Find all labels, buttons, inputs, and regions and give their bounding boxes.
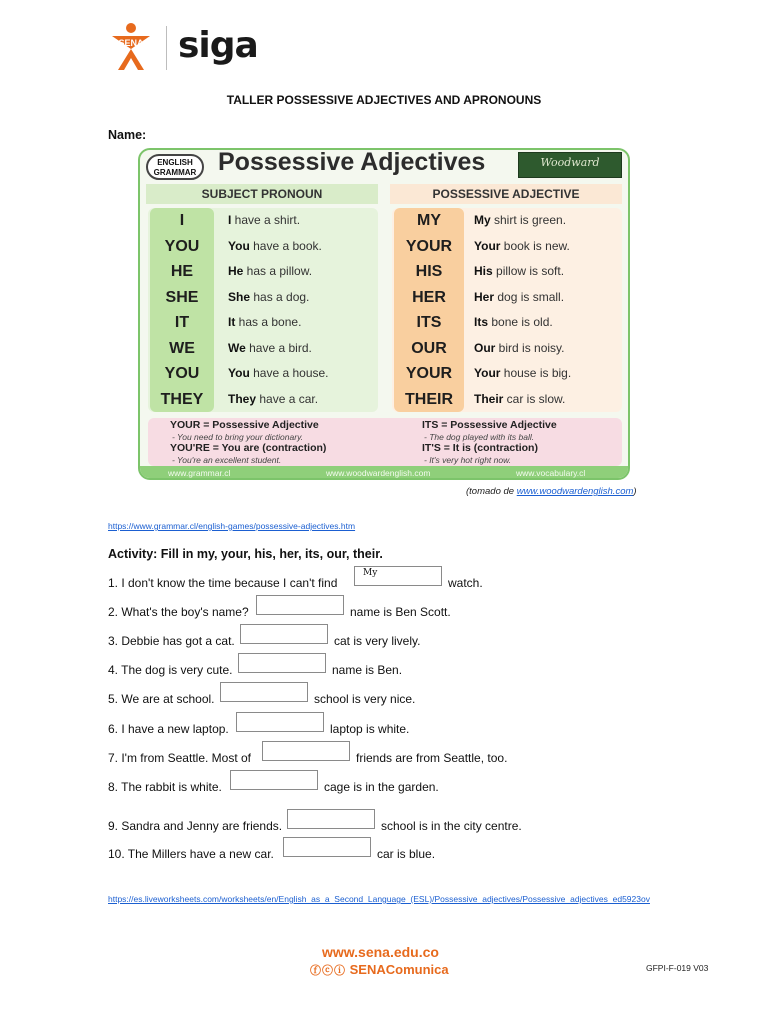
social-handle xyxy=(310,962,449,978)
adjective-sentence-rest: bone is old. xyxy=(488,315,553,329)
question-continuation: car is blue. xyxy=(377,847,436,861)
infographic-title: Possessive Adjectives xyxy=(218,148,486,176)
subject-row xyxy=(150,387,378,413)
answer-field[interactable] xyxy=(236,712,324,732)
subject-pronoun-header: SUBJECT PRONOUN xyxy=(146,184,378,204)
subject-row xyxy=(150,310,378,336)
adjective-sentence xyxy=(464,234,570,260)
sena-logo-text: SENA xyxy=(118,38,144,48)
subject-sentence xyxy=(214,310,301,336)
subject-sentence-bold: I xyxy=(228,213,232,227)
subject-sentence-rest: have a bird. xyxy=(245,340,312,355)
footer-url-grammar: www.grammar.cl xyxy=(168,468,231,478)
woodward-logo: Woodward xyxy=(518,152,622,178)
possessive-adjective: THEIR xyxy=(405,390,453,408)
subject-row xyxy=(150,259,378,285)
question-text: 6. I have a new laptop. xyxy=(108,722,229,736)
subject-sentence-bold: They xyxy=(228,391,257,406)
note-its-example: - The dog played with its ball. xyxy=(424,432,535,442)
adjective-row xyxy=(394,387,622,413)
credit-link[interactable]: www.woodwardenglish.com xyxy=(516,486,634,497)
question-text: 4. The dog is very cute. xyxy=(108,663,233,677)
adjective-row xyxy=(394,259,622,285)
subject-sentence-bold: You xyxy=(228,366,250,380)
badge-line-2: GRAMMAR xyxy=(153,168,197,177)
subject-sentence xyxy=(214,336,312,362)
subject-pronoun: YOU xyxy=(164,237,200,255)
credit-suffix: ) xyxy=(633,486,637,497)
adjective-row xyxy=(394,310,622,336)
subject-sentence-bold: She xyxy=(228,289,251,304)
adjective-sentence-bold: His xyxy=(474,264,493,278)
subject-pronoun: HE xyxy=(170,263,194,280)
answer-field[interactable] xyxy=(262,741,350,761)
subject-sentence-rest: has a pillow. xyxy=(243,264,313,278)
question-text: 1. I don't know the time because I can't find xyxy=(108,576,338,590)
subject-sentence-rest: have a car. xyxy=(256,391,319,406)
possessive-adjective: YOUR xyxy=(405,365,453,382)
question-text: 9. Sandra and Jenny are friends. xyxy=(108,819,283,833)
liveworksheets-link[interactable]: https://es.liveworksheets.com/worksheets/en/English_as_a_Second_Language_(ESL)/Possessive_adjectives/Possessive_adjectives_ed5923ov xyxy=(108,894,650,904)
question-text: 5. We are at school. xyxy=(108,692,215,706)
note-your: YOUR = Possessive Adjective xyxy=(170,419,319,431)
subject-sentence xyxy=(214,234,322,260)
adjective-sentence-bold: Your xyxy=(474,366,501,380)
question-continuation: school is very nice. xyxy=(314,692,416,706)
answer-field[interactable] xyxy=(238,653,326,673)
adjective-sentence-rest: house is big. xyxy=(500,366,572,380)
sena-website: www.sena.edu.co xyxy=(322,944,439,960)
subject-sentence xyxy=(214,387,318,413)
adjective-sentence xyxy=(464,336,564,362)
subject-sentence-bold: It xyxy=(228,315,236,329)
note-itis: IT'S = It is (contraction) xyxy=(422,442,538,454)
question-text: 7. I'm from Seattle. Most of xyxy=(108,751,252,765)
subject-row xyxy=(150,285,378,311)
subject-sentence-bold: He xyxy=(228,264,244,278)
adjective-sentence xyxy=(464,259,564,285)
subject-row xyxy=(150,208,378,234)
possessive-adjective: YOUR xyxy=(405,237,453,255)
adjective-sentence-bold: Its xyxy=(474,315,489,329)
subject-pronoun: I xyxy=(179,212,185,229)
answer-field[interactable] xyxy=(220,682,308,702)
adjective-rows xyxy=(394,208,622,412)
subject-sentence-rest: has a bone. xyxy=(235,315,302,329)
page-title: TALLER POSSESSIVE ADJECTIVES AND APRONOUNS xyxy=(226,93,542,107)
question-continuation: school is in the city centre. xyxy=(381,819,522,833)
subject-pronoun: WE xyxy=(169,339,195,357)
possessive-adjective-header: POSSESSIVE ADJECTIVE xyxy=(390,184,622,204)
footer-url-woodward: www.woodwardenglish.com xyxy=(326,468,431,478)
adjective-sentence xyxy=(464,310,553,336)
subject-pronoun: IT xyxy=(174,314,190,331)
adjective-sentence-bold: My xyxy=(474,213,491,227)
footer-url-vocabulary: www.vocabulary.cl xyxy=(516,468,586,478)
question-text: 3. Debbie has got a cat. xyxy=(108,634,235,648)
question-continuation: friends are from Seattle, too. xyxy=(356,751,508,765)
question-continuation: laptop is white. xyxy=(330,722,410,736)
subject-pronoun: YOU xyxy=(164,365,200,382)
adjective-row xyxy=(394,234,622,260)
subject-sentence-bold: You xyxy=(228,238,250,253)
subject-row xyxy=(150,361,378,387)
adjective-row xyxy=(394,361,622,387)
subject-sentence-rest: has a dog. xyxy=(250,289,310,304)
adjective-sentence-bold: Your xyxy=(474,238,501,253)
answer-field[interactable] xyxy=(230,770,318,790)
social-name: SENAComunica xyxy=(349,962,449,977)
adjective-sentence xyxy=(464,361,571,387)
subject-sentence-rest: have a book. xyxy=(249,238,322,253)
adjective-sentence-rest: bird is noisy. xyxy=(495,340,565,355)
possessive-adjective: OUR xyxy=(411,339,447,357)
subject-sentence-bold: We xyxy=(228,340,246,355)
grammar-cl-link[interactable]: https://www.grammar.cl/english-games/possessive-adjectives.htm xyxy=(108,521,356,531)
subject-sentence-rest: have a shirt. xyxy=(231,213,301,227)
possessive-adjective: ITS xyxy=(416,314,442,331)
possessive-adjective: HIS xyxy=(415,263,443,280)
logo-divider xyxy=(166,26,167,70)
question-text: 2. What's the boy's name? xyxy=(108,605,249,619)
note-itis-example: - It's very hot right now. xyxy=(424,455,512,465)
possessive-adjective: MY xyxy=(417,212,441,229)
question-continuation: name is Ben Scott. xyxy=(350,605,451,619)
english-grammar-badge xyxy=(146,154,204,180)
answer-field[interactable] xyxy=(283,837,371,857)
social-icons: ⓕⓒⓘ xyxy=(310,965,346,977)
question-continuation: watch. xyxy=(448,576,483,590)
adjective-sentence xyxy=(464,208,566,234)
question-continuation: name is Ben. xyxy=(332,663,403,677)
note-its: ITS = Possessive Adjective xyxy=(422,419,557,431)
credit-prefix: (tomado de xyxy=(466,486,517,497)
adjective-sentence-rest: dog is small. xyxy=(494,289,565,304)
subject-row xyxy=(150,234,378,260)
adjective-sentence-bold: Our xyxy=(474,340,496,355)
question-text: 8. The rabbit is white. xyxy=(108,780,222,794)
note-youre-example: - You're an excellent student. xyxy=(172,455,282,465)
answer-field[interactable] xyxy=(287,809,375,829)
subject-sentence xyxy=(214,259,312,285)
question-text: 10. The Millers have a new car. xyxy=(108,847,274,861)
question-continuation: cage is in the garden. xyxy=(324,780,439,794)
subject-sentence-rest: have a house. xyxy=(249,366,329,380)
adjective-sentence-rest: car is slow. xyxy=(503,391,566,406)
question-continuation: cat is very lively. xyxy=(334,634,421,648)
subject-rows xyxy=(150,208,378,412)
siga-logo: siga xyxy=(178,25,258,66)
adjective-row xyxy=(394,285,622,311)
subject-sentence xyxy=(214,208,300,234)
note-your-example: - You need to bring your dictionary. xyxy=(172,432,304,442)
adjective-sentence xyxy=(464,387,565,413)
note-youre: YOU'RE = You are (contraction) xyxy=(170,442,327,454)
answer-field[interactable] xyxy=(240,624,328,644)
subject-pronoun: THEY xyxy=(160,390,204,408)
adjective-row xyxy=(394,208,622,234)
subject-pronoun: SHE xyxy=(165,288,199,306)
possessive-adjectives-infographic xyxy=(138,148,630,480)
adjective-row xyxy=(394,336,622,362)
answer-field[interactable]: My xyxy=(354,566,442,586)
badge-line-1: ENGLISH xyxy=(157,158,193,167)
subject-row xyxy=(150,336,378,362)
answer-field[interactable] xyxy=(256,595,344,615)
document-code: GFPI-F-019 V03 xyxy=(646,963,709,973)
adjective-sentence-bold: Her xyxy=(474,289,495,304)
adjective-sentence-rest: book is new. xyxy=(500,238,570,253)
subject-sentence xyxy=(214,285,309,311)
possessive-adjective: HER xyxy=(412,288,446,306)
image-credit xyxy=(466,486,637,497)
adjective-sentence-rest: pillow is soft. xyxy=(492,264,565,278)
name-label: Name: xyxy=(108,128,147,142)
adjective-sentence-bold: Their xyxy=(474,391,504,406)
subject-sentence xyxy=(214,361,329,387)
adjective-sentence-rest: shirt is green. xyxy=(490,213,567,227)
adjective-sentence xyxy=(464,285,564,311)
sena-logo xyxy=(108,22,154,72)
activity-instructions: Activity: Fill in my, your, his, her, its, our, their. xyxy=(108,547,383,561)
